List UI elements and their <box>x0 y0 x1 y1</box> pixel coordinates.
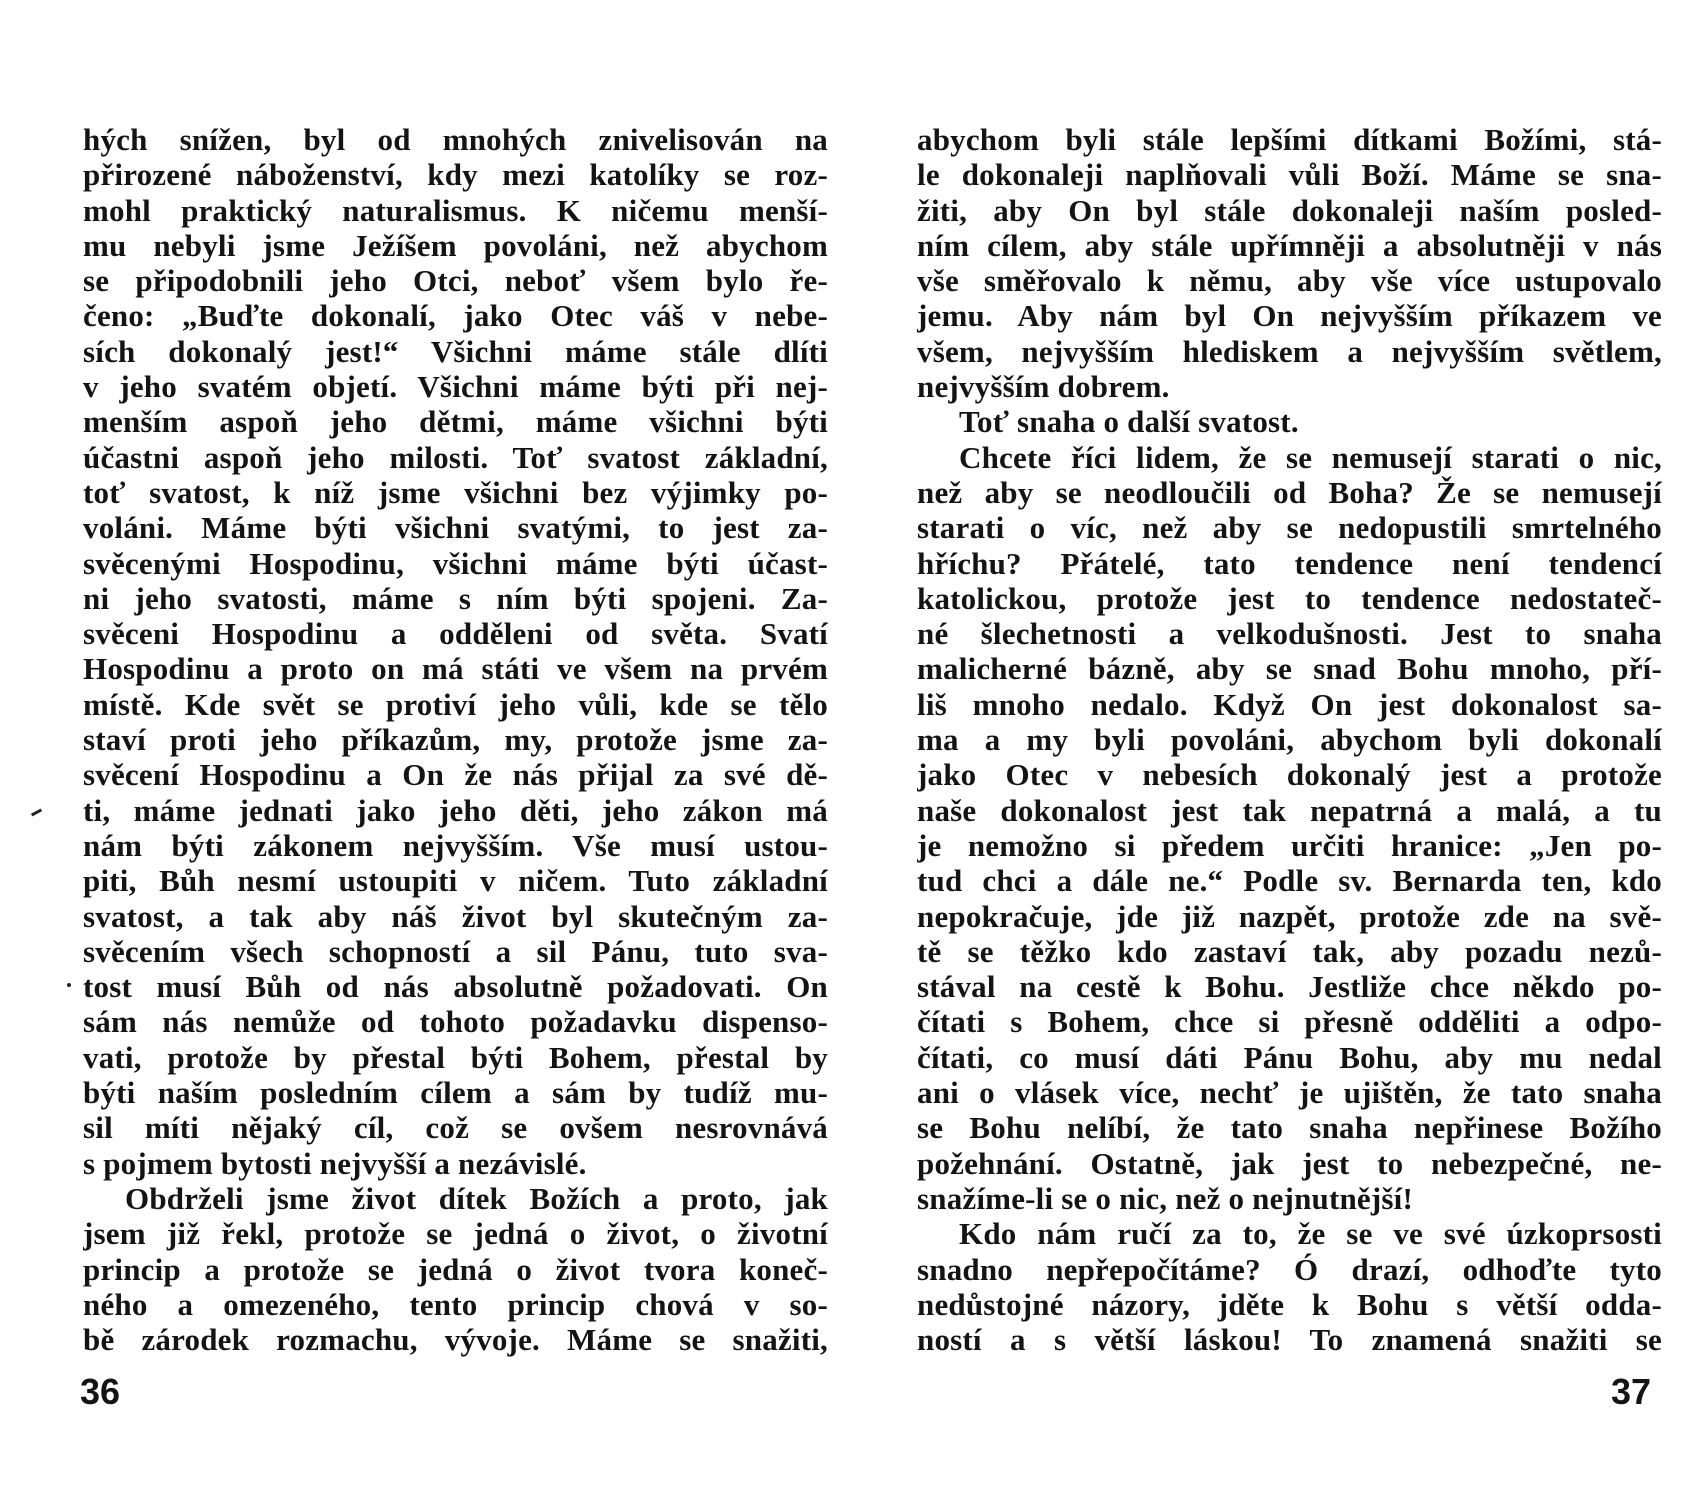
text-line: čítati, co musí dáti Pánu Bohu, aby mu nedal <box>917 1039 1662 1075</box>
text-line: piti, Bůh nesmí ustoupiti v ničem. Tuto základní <box>83 863 828 899</box>
text-line: hých snížen, byl od mnohých znivelisován na <box>83 122 828 157</box>
paragraph-single-line: Toť snaha o další svatost. <box>959 404 1299 440</box>
stray-ink-mark <box>67 983 71 987</box>
text-line: požehnání. Ostatně, jak jest to nebezpečné, ne- <box>917 1145 1662 1181</box>
text-line: sil míti nějaký cíl, což se ovšem nesrovnává <box>83 1110 828 1146</box>
text-line: ani o vlásek více, nechť je ujištěn, že tato snaha <box>917 1075 1662 1111</box>
text-line: v jeho svatém objetí. Všichni máme býti při nej- <box>83 369 828 405</box>
text-line: se Bohu nelíbí, že tato snaha nepřinese Božího <box>917 1110 1662 1146</box>
right-text-column <box>917 122 1662 1357</box>
paragraph-end-line: s pojmem bytosti nejvyšší a nezávislé. <box>83 1145 587 1181</box>
text-line: je nemožno si předem určiti hranice: „Jen po- <box>917 827 1662 863</box>
paragraph-start-line: Kdo nám ručí za to, že se ve své úzkoprsosti <box>959 1216 1662 1252</box>
text-line: princip a protože se jedná o život tvora koneč- <box>83 1251 828 1287</box>
text-line: účastni aspoň jeho milosti. Toť svatost základní, <box>83 439 828 475</box>
text-line: než aby se neodloučili od Boha? Že se nemusejí <box>917 474 1662 510</box>
right-page <box>851 0 1702 1500</box>
text-line: le dokonaleji naplňovali vůli Boží. Máme se sna- <box>917 157 1662 193</box>
text-line: nám býti zákonem nejvyšším. Vše musí ustou- <box>83 827 828 863</box>
text-line: ni jeho svatosti, máme s ním býti spojeni. Za- <box>83 580 828 616</box>
text-line: sám nás nemůže od tohoto požadavku dispenso- <box>83 1004 828 1040</box>
text-line: svěcení Hospodinu a On že nás přijal za své dě- <box>83 757 828 793</box>
paragraph-end-line: nejvyšším dobrem. <box>917 369 1170 405</box>
text-line: Hospodinu a proto on má státi ve všem na prvém <box>83 651 828 687</box>
text-line: toť svatost, k níž jsme všichni bez výjimky po- <box>83 474 828 510</box>
text-line: malicherné bázně, aby se snad Bohu mnoho, pří- <box>917 651 1662 687</box>
text-line: ma a my byli povoláni, abychom byli dokonalí <box>917 722 1662 758</box>
text-line: nedůstojné názory, jděte k Bohu s větší odda- <box>917 1286 1662 1322</box>
text-line: se připodobnili jeho Otci, neboť všem bylo ře- <box>83 263 828 299</box>
page-number: 37 <box>1611 1371 1652 1412</box>
paragraph-start-line: Obdrželi jsme život dítek Božích a proto, jak <box>125 1180 828 1216</box>
text-line: žiti, aby On byl stále dokonaleji naším posled- <box>917 192 1662 228</box>
text-line: ného a omezeného, tento princip chová v so- <box>83 1286 828 1322</box>
text-line: stával na cestě k Bohu. Jestliže chce někdo po- <box>917 969 1662 1005</box>
text-line: sích dokonalý jest!“ Všichni máme stále dlíti <box>83 333 828 369</box>
text-line: ti, máme jednati jako jeho děti, jeho zákon má <box>83 792 828 828</box>
text-line: svěceni Hospodinu a odděleni od světa. Svatí <box>83 616 828 652</box>
text-line: svěcenými Hospodinu, všichni máme býti účast- <box>83 545 828 581</box>
text-line: čeno: „Buďte dokonalí, jako Otec váš v nebe- <box>83 298 828 334</box>
text-line: voláni. Máme býti všichni svatými, to jest za- <box>83 510 828 546</box>
text-line: tě se těžko kdo zastaví tak, aby pozadu nezů- <box>917 933 1662 969</box>
text-line: všem, nejvyšším hlediskem a nejvyšším světlem, <box>917 333 1662 369</box>
text-line: svěcením všech schopností a sil Pánu, tuto sva- <box>83 933 828 969</box>
text-line: menším aspoň jeho dětmi, máme všichni býti <box>83 404 828 440</box>
text-line: starati o víc, než aby se nedopustili smrtelného <box>917 510 1662 546</box>
text-line: snadno nepřepočítáme? Ó drazí, odhoďte tyto <box>917 1251 1662 1287</box>
text-line: tud chci a dále ne.“ Podle sv. Bernarda ten, kdo <box>917 863 1662 899</box>
text-line: místě. Kde svět se protiví jeho vůli, kde se tělo <box>83 686 828 722</box>
stray-ink-mark <box>31 809 42 817</box>
text-line: ním cílem, aby stále upřímněji a absolutněji v nás <box>917 227 1662 263</box>
left-text-column <box>83 122 828 1357</box>
text-line: tost musí Bůh od nás absolutně požadovati. On <box>83 969 828 1005</box>
text-line: nepokračuje, jde již nazpět, protože zde na svě- <box>917 898 1662 934</box>
text-line: čítati s Bohem, chce si přesně odděliti a odpo- <box>917 1004 1662 1040</box>
paragraph-start-line: Chcete říci lidem, že se nemusejí starati o nic, <box>959 439 1662 475</box>
text-line: mu nebyli jsme Ježíšem povoláni, než abychom <box>83 227 828 263</box>
text-line: přirozené náboženství, kdy mezi katolíky se roz- <box>83 157 828 193</box>
page-number: 36 <box>80 1371 121 1412</box>
text-line: vše směřovalo k němu, aby vše více ustupovalo <box>917 263 1662 299</box>
text-line: svatost, a tak aby náš život byl skutečným za- <box>83 898 828 934</box>
text-line: liš mnoho nedalo. Když On jest dokonalost sa- <box>917 686 1662 722</box>
text-line: jsem již řekl, protože se jedná o život, o životní <box>83 1216 828 1252</box>
text-line: katolickou, protože jest to tendence nedostateč- <box>917 580 1662 616</box>
text-line: bě zárodek rozmachu, vývoje. Máme se snažiti, <box>83 1322 828 1358</box>
text-line: naše dokonalost jest tak nepatrná a malá, a tu <box>917 792 1662 828</box>
text-line: jemu. Aby nám byl On nejvyšším příkazem ve <box>917 298 1662 334</box>
text-line: né šlechetnosti a velkodušnosti. Jest to snaha <box>917 616 1662 652</box>
text-line: vati, protože by přestal býti Bohem, přestal by <box>83 1039 828 1075</box>
text-line: staví proti jeho příkazům, my, protože jsme za- <box>83 722 828 758</box>
text-line: jako Otec v nebesích dokonalý jest a protože <box>917 757 1662 793</box>
text-line: ností a s větší láskou! To znamená snažiti se <box>917 1322 1662 1358</box>
text-line: býti naším posledním cílem a sám by tudíž mu- <box>83 1075 828 1111</box>
paragraph-end-line: snažíme-li se o nic, než o nejnutnější! <box>917 1180 1414 1216</box>
text-line: hříchu? Přátelé, tato tendence není tendencí <box>917 545 1662 581</box>
text-line: abychom byli stále lepšími dítkami Božími, stá- <box>917 122 1662 157</box>
text-line: mohl praktický naturalismus. K ničemu menší- <box>83 192 828 228</box>
